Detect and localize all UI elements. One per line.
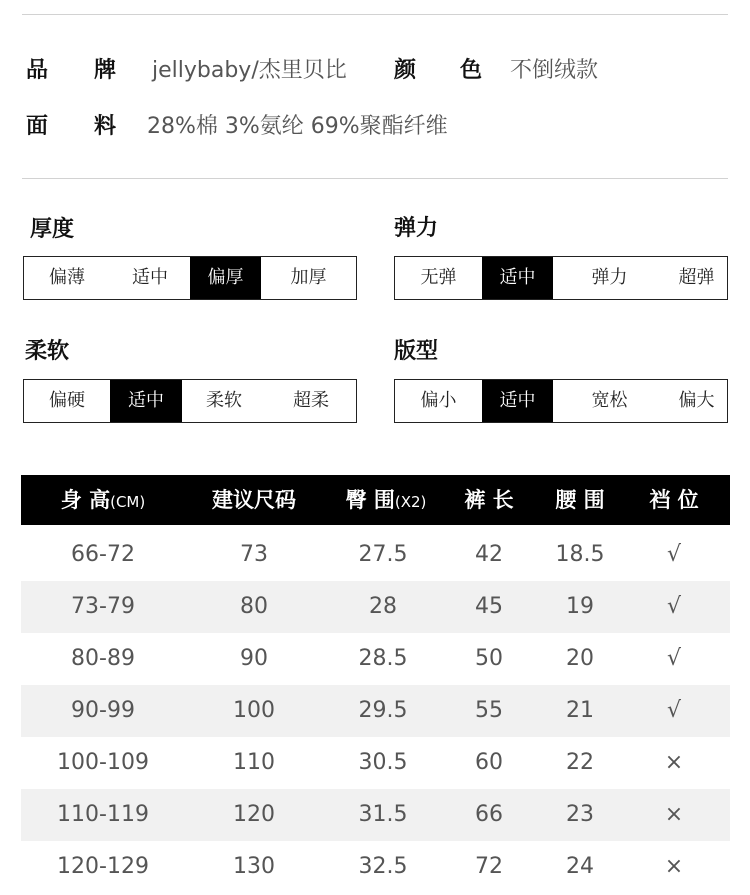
cell-waist: 22 (566, 750, 594, 775)
cell-length: 42 (475, 542, 503, 567)
cell-crotch: √ (666, 698, 682, 723)
brand-label-1: 品 (26, 58, 49, 83)
elasticity-title: 弹力 (394, 216, 439, 241)
brand-value: jellybaby/杰里贝比 (152, 58, 347, 83)
color-label-1: 颜 (394, 58, 417, 83)
cell-height: 110-119 (57, 802, 149, 827)
cell-crotch: × (664, 750, 684, 775)
fit-option-4: 偏大 (678, 390, 715, 411)
header-height (43, 475, 163, 525)
softness-option-2: 适中 (110, 380, 182, 422)
cell-length: 55 (475, 698, 503, 723)
cell-hip: 31.5 (358, 802, 408, 827)
thickness-option-3: 偏厚 (190, 257, 261, 299)
thickness-option-1: 偏薄 (49, 267, 85, 288)
cell-waist: 18.5 (555, 542, 605, 567)
color-value: 不倒绒款 (510, 58, 599, 83)
cell-length: 60 (475, 750, 503, 775)
cell-waist: 20 (566, 646, 594, 671)
elasticity-option-1: 无弹 (420, 267, 457, 288)
fit-option-3: 宽松 (591, 390, 628, 411)
size-table-header (21, 475, 730, 525)
cell-length: 50 (475, 646, 503, 671)
fabric-label-1: 面 (26, 114, 49, 139)
table-row (21, 685, 730, 737)
color-label-2: 色 (460, 58, 483, 83)
cell-size: 110 (233, 750, 275, 775)
cell-size: 100 (233, 698, 275, 723)
cell-height: 73-79 (71, 594, 135, 619)
cell-height: 90-99 (71, 698, 135, 723)
cell-length: 45 (475, 594, 503, 619)
cell-length: 66 (475, 802, 503, 827)
table-row (21, 841, 730, 893)
header-height-unit: (CM) (110, 493, 146, 511)
softness-option-4: 超柔 (293, 390, 329, 411)
fit-title: 版型 (394, 339, 439, 364)
cell-waist: 23 (566, 802, 594, 827)
thickness-title: 厚度 (30, 217, 75, 242)
cell-size: 130 (233, 854, 275, 879)
cell-hip: 32.5 (358, 854, 408, 879)
header-length: 裤 长 (464, 488, 514, 512)
cell-crotch: × (664, 802, 684, 827)
table-row (21, 789, 730, 841)
header-size: 建议尺码 (212, 488, 296, 512)
elasticity-option-4: 超弹 (678, 267, 715, 288)
fabric-value: 28%棉 3%氨纶 69%聚酯纤维 (147, 114, 448, 139)
header-height-label: 身 高 (60, 488, 111, 512)
header-crotch: 裆 位 (649, 488, 699, 512)
softness-option-3: 柔软 (206, 390, 242, 411)
cell-length: 72 (475, 854, 503, 879)
fit-scale (394, 379, 728, 423)
cell-hip: 28.5 (358, 646, 408, 671)
cell-crotch: √ (666, 646, 682, 671)
thickness-scale (23, 256, 357, 300)
table-row (21, 633, 730, 685)
cell-height: 66-72 (71, 542, 135, 567)
brand-label-2: 牌 (94, 58, 117, 83)
cell-crotch: √ (666, 542, 682, 567)
cell-hip: 27.5 (358, 542, 408, 567)
cell-height: 80-89 (71, 646, 135, 671)
cell-hip: 29.5 (358, 698, 408, 723)
elasticity-option-2: 适中 (482, 257, 553, 299)
table-row (21, 529, 730, 581)
thickness-option-2: 适中 (132, 267, 168, 288)
top-divider (22, 14, 728, 15)
softness-title: 柔软 (25, 339, 70, 364)
fabric-label-2: 料 (94, 114, 117, 139)
header-hip-unit: (X2) (394, 493, 427, 511)
cell-crotch: √ (666, 594, 682, 619)
cell-size: 90 (240, 646, 268, 671)
cell-crotch: × (664, 854, 684, 879)
cell-height: 120-129 (57, 854, 149, 879)
cell-waist: 21 (566, 698, 594, 723)
cell-size: 73 (240, 542, 268, 567)
header-hip (321, 475, 451, 525)
softness-option-1: 偏硬 (49, 390, 85, 411)
cell-height: 100-109 (57, 750, 149, 775)
header-waist: 腰 围 (555, 488, 605, 512)
fit-option-2: 适中 (482, 380, 553, 422)
cell-hip: 30.5 (358, 750, 408, 775)
table-row (21, 737, 730, 789)
header-hip-label: 臀 围 (345, 488, 395, 512)
elasticity-scale (394, 256, 728, 300)
fit-option-1: 偏小 (420, 390, 457, 411)
softness-scale (23, 379, 357, 423)
thickness-option-4: 加厚 (290, 267, 327, 288)
cell-hip: 28 (369, 594, 397, 619)
middle-divider (22, 178, 728, 179)
cell-waist: 19 (566, 594, 594, 619)
cell-waist: 24 (566, 854, 594, 879)
elasticity-option-3: 弹力 (591, 267, 628, 288)
cell-size: 120 (233, 802, 275, 827)
cell-size: 80 (240, 594, 268, 619)
table-row (21, 581, 730, 633)
